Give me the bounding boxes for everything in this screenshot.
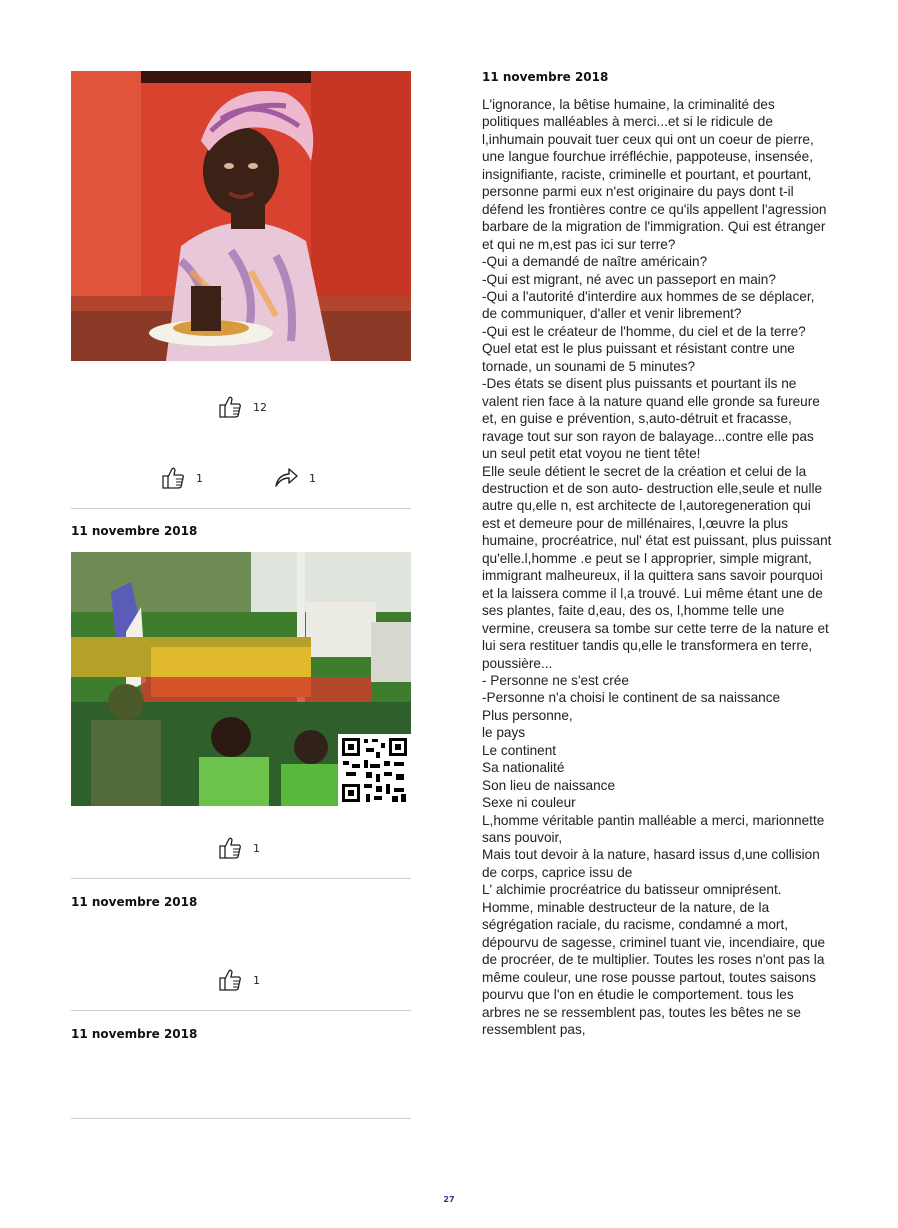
page-number: 27 (443, 1195, 455, 1204)
share-reaction[interactable] (273, 465, 316, 491)
thumbs-up-icon (217, 835, 243, 861)
post-photo-crowd[interactable] (71, 552, 411, 806)
like-count: 12 (253, 400, 267, 414)
post-photo-woman[interactable] (71, 71, 411, 361)
share-icon (273, 465, 299, 491)
thumbs-up-icon (217, 394, 243, 420)
like-count: 1 (253, 841, 260, 855)
separator (71, 1118, 411, 1119)
article (482, 70, 832, 1038)
thumbs-up-count: 1 (196, 471, 203, 485)
like-counter[interactable] (217, 835, 260, 861)
thumbs-up-icon (160, 465, 186, 491)
post-date: 11 novembre 2018 (71, 524, 198, 538)
share-count: 1 (309, 471, 316, 485)
like-counter[interactable] (217, 967, 260, 993)
separator (71, 1010, 411, 1011)
like-counter[interactable] (217, 394, 267, 420)
post-date: 11 novembre 2018 (71, 895, 198, 909)
thumbs-up-icon (217, 967, 243, 993)
separator (71, 878, 411, 879)
article-date: 11 novembre 2018 (482, 70, 609, 84)
photo-woman-image (71, 71, 411, 361)
thumbs-up-reaction[interactable] (160, 465, 203, 491)
qr-code (338, 734, 411, 806)
photo-crowd-image (71, 552, 411, 806)
separator (71, 508, 411, 509)
post-date: 11 novembre 2018 (71, 1027, 198, 1041)
like-count: 1 (253, 973, 260, 987)
article-body: L'ignorance, la bêtise humaine, la criminalité des politiques malléables à merci...et si le ridicule de l,inhumain pouvait tuer ceux qui ont un coeur de pierre, une langue fourchue irréfléchie, pappoteuse, insensée, insignifiante, raciste, criminelle et pourtant, et pourtant, personne parmi eux n'est originaire du pays dont t-il défend les frontières contre ce qu'ils appellent l'agression barbare de la migration de l'immigration. Qui est étranger et qui ne m,est pas ici sur terre? -Qui a demandé de naître américain? -Qui est migrant, né avec un passeport en main? -Qui a l'autorité d'interdire aux hommes de se déplacer, de communiquer, d'aller et venir librement? -Qui est le créateur de l'homme, du ciel et de la terre? Quel etat est le plus puissant et résistant contre une tornade, un sounami de 5 minutes? -Des états se disent plus puissants et pourtant ils ne valent rien face à la nature quand elle gronde sa fureure et, en guise e prévention, s,auto-détruit et fracasse, ravage tout sur son rayon de balayage...contre elle pas un seul petit etat voyou ne tient tête! Elle seule détient le secret de la création et celui de la destruction et de son auto- destruction elle,seule et nulle autre qu,elle n, est architecte de l,autoregeneration qui est et demeure pour de millénaires, l,œuvre la plus humaine, procréatrice, nul' état est puissant, plus puissant qu'elle.l,homme .e peut se l approprier, simple migrant, immigrant malheureux, il la quittera sans savoir pourquoi et la laissera comme il l,a trouvé. Lui même étant une de ses plantes, faite d,eau, des os, l,homme telle une vermine, creusera sa tombe sur cette terre de la nature et lui sera restituer tandis qu,elle le transformera en terre, poussière... - Personne ne s'est crée -Personne n'a choisi le continent de sa naissance Plus personne, le pays Le continent Sa nationalité Son lieu de naissance Sexe ni couleur L,homme véritable pantin malléable a merci, marionnette sans pouvoir, Mais tout devoir à la nature, hasard issus d,une collision de corps, caprice issu de L' alchimie procréatrice du batisseur omniprésent. Homme, minable destructeur de la nature, de la ségrégation raciale, du racisme, condamné a mort, dépourvu de sagesse, criminel tuant vie, incendiaire, que de procréer, de te multiplier. Toutes les roses n'ont pas la même couleur, une rose pousse partout, toutes saisons pourvu que l'on en étudie le comportement. tous les arbres ne se ressemblent pas, toutes les bêtes ne se ressemblent pas, (482, 97, 832, 1038)
